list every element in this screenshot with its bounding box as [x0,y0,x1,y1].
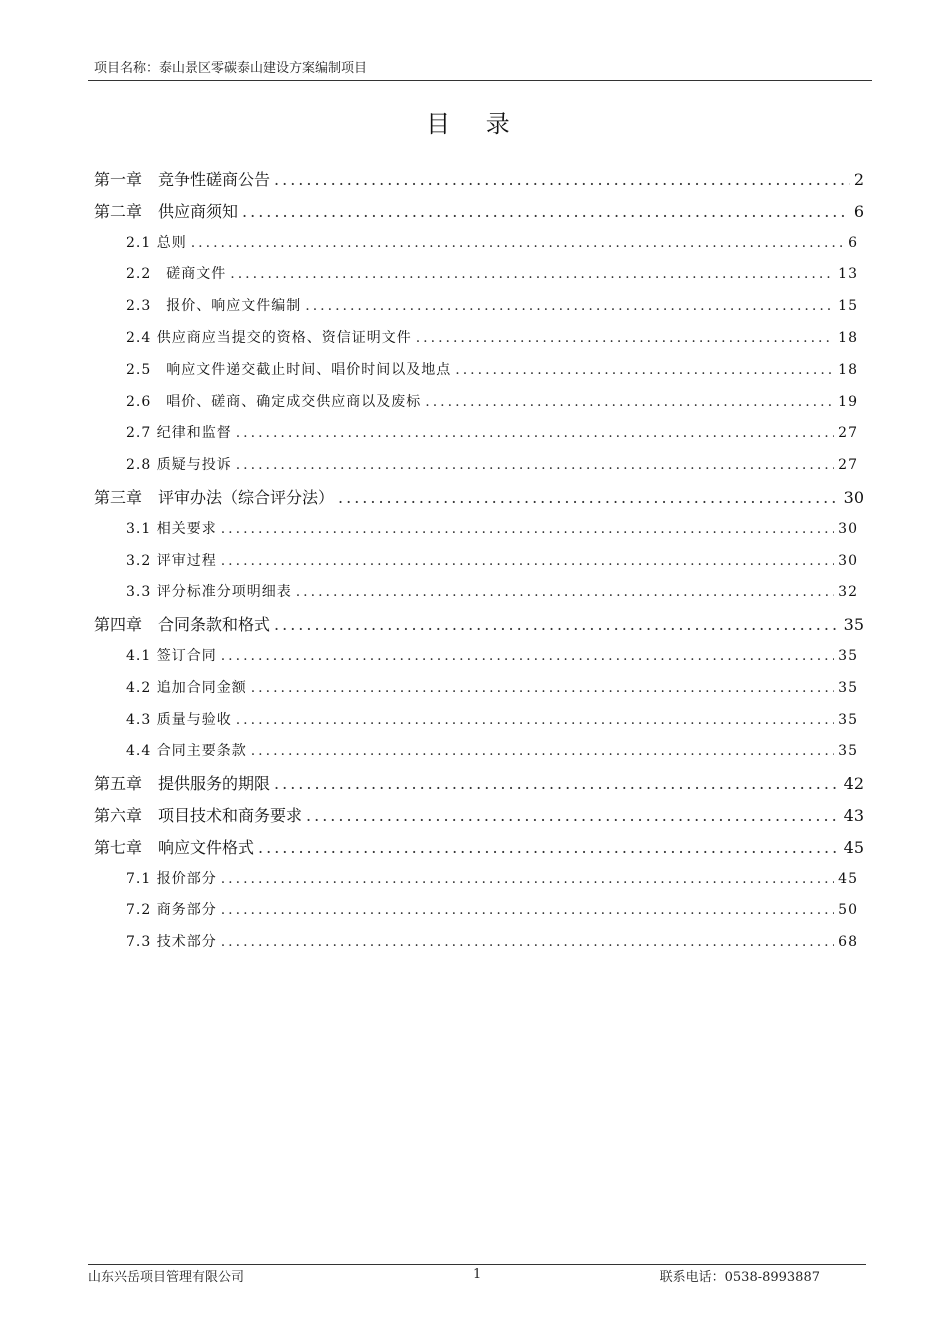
toc-entry-label: 第七章 响应文件格式 [94,837,255,857]
toc-dot-leader [258,832,840,864]
toc-section-entry[interactable] [94,387,864,419]
toc-entry-page: 35 [838,679,858,696]
toc-entry-page: 43 [843,805,864,825]
toc-chapter-entry[interactable] [94,832,864,864]
toc-chapter-entry[interactable] [94,800,864,832]
toc-dot-leader [306,800,840,832]
project-name: 项目名称：泰山景区零碳泰山建设方案编制项目 [94,61,368,76]
toc-entry-label: 2.6 唱价、磋商、确定成交供应商以及废标 [126,393,422,410]
toc-entry-page: 6 [853,201,864,221]
toc-section-entry[interactable] [94,927,864,959]
toc-section-entry[interactable] [94,864,864,896]
toc-entry-page: 42 [843,774,864,794]
toc-entry-page: 35 [838,743,858,760]
toc-entry-page: 50 [838,902,858,919]
toc-entry-page: 13 [838,266,858,283]
toc-section-entry[interactable] [94,291,864,323]
toc-dot-leader [236,450,834,482]
toc-entry-label: 2.1 总则 [126,234,187,251]
toc-entry-page: 68 [838,934,858,951]
toc-dot-leader [242,196,850,228]
toc-entry-page: 19 [838,393,858,410]
toc-entry-page: 6 [848,234,858,251]
toc-section-entry[interactable] [94,418,864,450]
toc-dot-leader [191,228,844,260]
toc-entry-label: 2.3 报价、响应文件编制 [126,298,302,315]
toc-entry-label: 4.3 质量与验收 [126,711,232,728]
toc-entry-page: 15 [838,298,858,315]
toc-entry-page: 45 [843,837,864,857]
toc-dot-leader [455,355,834,387]
toc-dot-leader [274,768,840,800]
toc-dot-leader [221,641,834,673]
toc-dot-leader [236,418,834,450]
toc-chapter-entry[interactable] [94,196,864,228]
toc-dot-leader [425,387,834,419]
table-of-contents [94,164,864,959]
toc-section-entry[interactable] [94,641,864,673]
toc-section-entry[interactable] [94,259,864,291]
toc-entry-page: 30 [843,487,864,507]
toc-dot-leader [221,514,834,546]
toc-chapter-entry[interactable] [94,482,864,514]
toc-entry-label: 2.7 纪律和监督 [126,425,232,442]
page-footer [88,1264,866,1287]
toc-chapter-entry[interactable] [94,164,864,196]
toc-dot-leader [221,895,834,927]
toc-entry-label: 第三章 评审办法（综合评分法） [94,487,335,507]
toc-entry-page: 30 [838,552,858,569]
toc-entry-page: 27 [838,425,858,442]
toc-entry-label: 7.1 报价部分 [126,870,217,887]
toc-entry-page: 35 [838,711,858,728]
toc-entry-label: 第六章 项目技术和商务要求 [94,805,303,825]
toc-section-entry[interactable] [94,228,864,260]
toc-entry-label: 2.5 响应文件递交截止时间、唱价时间以及地点 [126,361,452,378]
toc-entry-label: 2.2 磋商文件 [126,266,227,283]
toc-entry-label: 3.3 评分标准分项明细表 [126,584,292,601]
toc-section-entry[interactable] [94,546,864,578]
page-header [88,60,872,81]
toc-chapter-entry[interactable] [94,768,864,800]
toc-entry-label: 3.1 相关要求 [126,520,217,537]
toc-entry-label: 7.2 商务部分 [126,902,217,919]
toc-entry-label: 第二章 供应商须知 [94,201,239,221]
toc-entry-page: 32 [838,584,858,601]
toc-dot-leader [305,291,834,323]
toc-dot-leader [274,609,840,641]
toc-section-entry[interactable] [94,323,864,355]
toc-entry-page: 18 [838,361,858,378]
toc-entry-label: 4.2 追加合同金额 [126,679,247,696]
toc-dot-leader [274,164,850,196]
toc-section-entry[interactable] [94,577,864,609]
toc-dot-leader [338,482,840,514]
toc-chapter-entry[interactable] [94,609,864,641]
toc-section-entry[interactable] [94,514,864,546]
toc-dot-leader [221,927,834,959]
toc-entry-page: 45 [838,870,858,887]
toc-dot-leader [251,736,834,768]
toc-section-entry[interactable] [94,355,864,387]
toc-entry-label: 2.8 质疑与投诉 [126,457,232,474]
footer-page-number: 1 [473,1267,482,1282]
toc-entry-page: 35 [843,615,864,635]
toc-section-entry[interactable] [94,705,864,737]
toc-entry-label: 第五章 提供服务的期限 [94,774,271,794]
toc-entry-label: 2.4 供应商应当提交的资格、资信证明文件 [126,329,412,346]
toc-section-entry[interactable] [94,895,864,927]
toc-dot-leader [230,259,834,291]
toc-title: 目 录 [426,110,524,138]
toc-dot-leader [251,673,834,705]
toc-dot-leader [416,323,834,355]
toc-entry-label: 第一章 竞争性磋商公告 [94,170,271,189]
footer-company: 山东兴岳项目管理有限公司 [88,1270,245,1285]
toc-entry-page: 18 [838,329,858,346]
toc-dot-leader [236,705,834,737]
toc-dot-leader [221,546,834,578]
toc-entry-label: 3.2 评审过程 [126,552,217,569]
toc-entry-label: 第四章 合同条款和格式 [94,615,271,635]
toc-entry-page: 35 [838,647,858,664]
toc-dot-leader [221,864,834,896]
toc-entry-page: 27 [838,457,858,474]
toc-entry-label: 4.1 签订合同 [126,647,217,664]
toc-dot-leader [296,577,834,609]
toc-entry-label: 4.4 合同主要条款 [126,743,247,760]
toc-entry-page: 30 [838,520,858,537]
toc-section-entry[interactable] [94,450,864,482]
footer-phone: 联系电话：0538-8993887 [659,1270,820,1285]
toc-entry-label: 7.3 技术部分 [126,934,217,951]
toc-entry-page: 2 [853,170,864,189]
toc-section-entry[interactable] [94,736,864,768]
toc-section-entry[interactable] [94,673,864,705]
